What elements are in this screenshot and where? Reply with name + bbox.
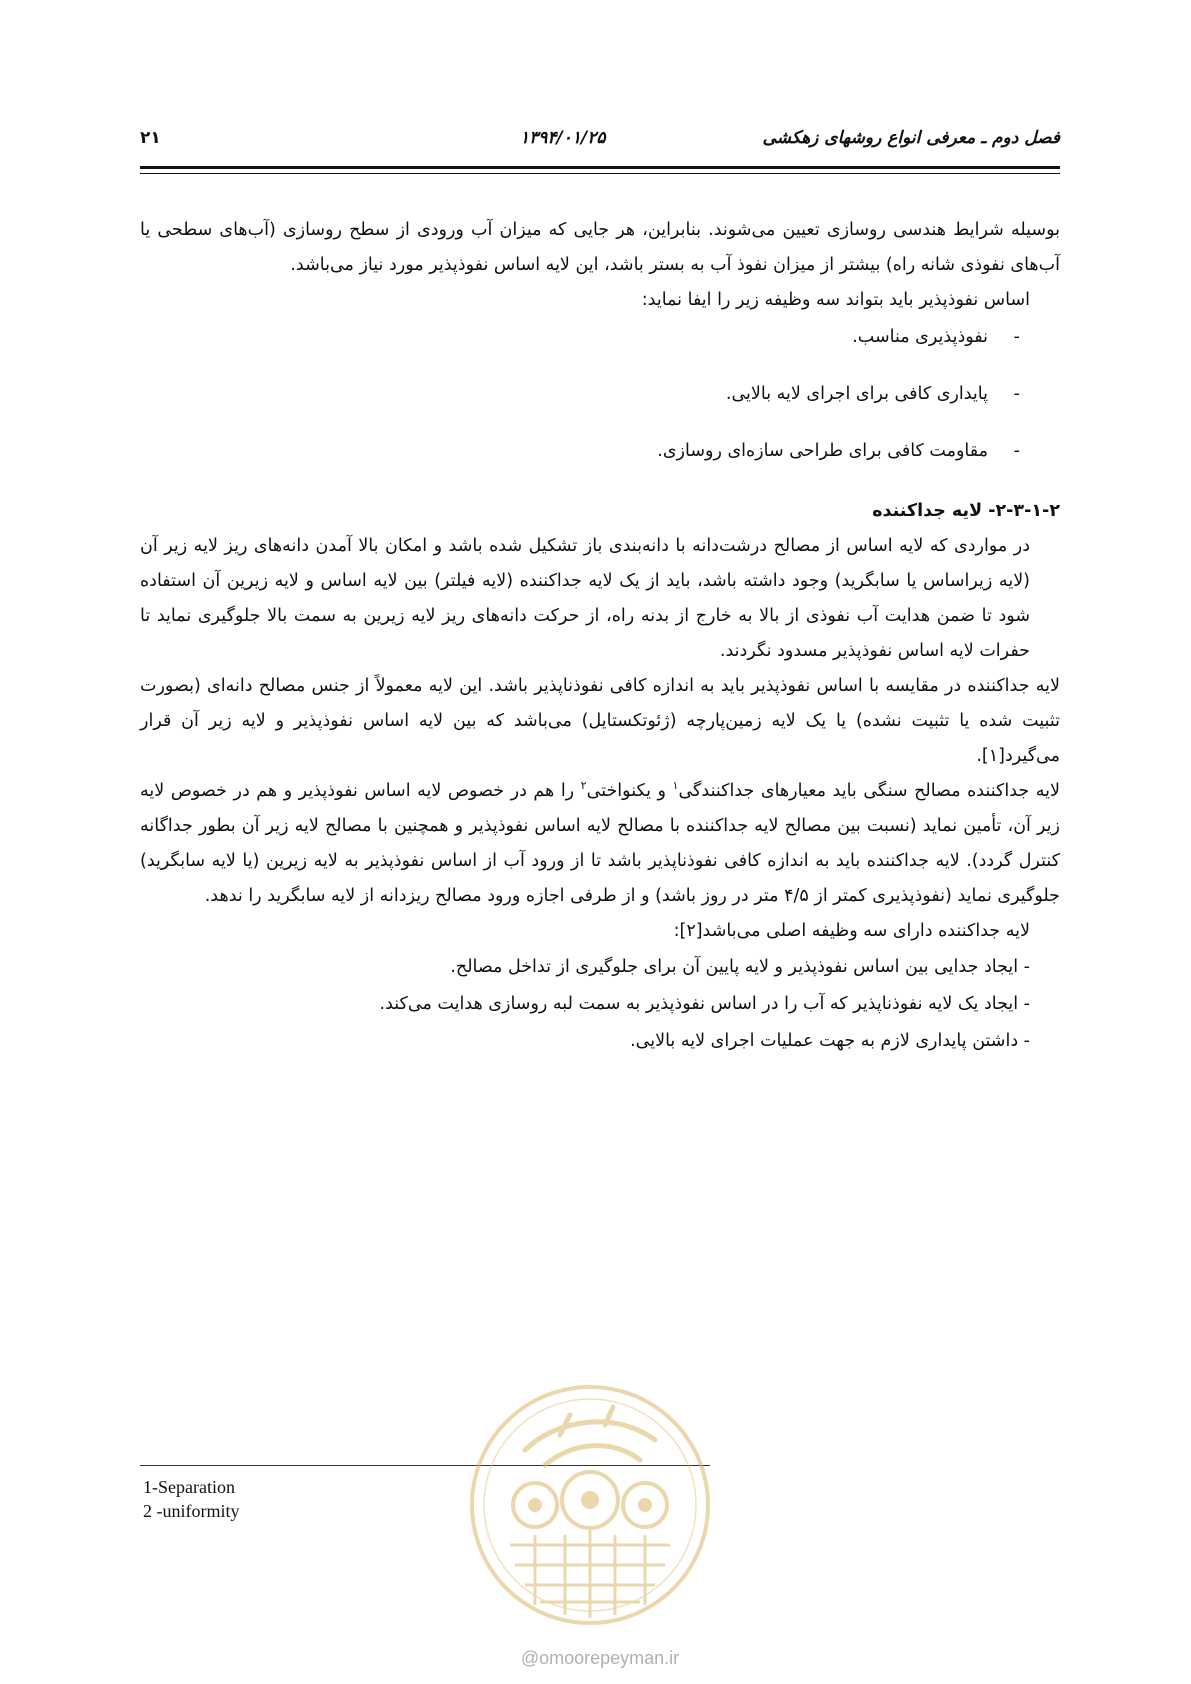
list-item: - ایجاد جدایی بین اساس نفوذپذیر و لایه پایین آن برای جلوگیری از تداخل مصالح.: [450, 957, 1030, 977]
footnote-2: 2 -uniformity: [143, 1501, 240, 1521]
section-paragraph-4: لایه جداکننده دارای سه وظیفه اصلی می‌باشد[۲]:: [673, 921, 1030, 941]
list-item: -مقاومت کافی برای طراحی سازه‌ای روسازی.: [140, 436, 1020, 466]
page-number: ۲۱: [140, 128, 161, 148]
section-paragraph-3: لایه جداکننده مصالح سنگی باید معیارهای جداکنندگی$^۱$ و یکنواختی$^۲$ را هم در خصوص لایه اساس نفوذپذیر و هم در خصوص لایه زیر آن، تأمین نماید (نسبت بین مصالح لایه جداکننده با مصالح لایه اساس نفوذپذیر و همچنین با مصالح لایه زیر آن بطور جداگانه کنترل گردد). لایه جداکننده باید به اندازه کافی نفوذناپذیر باشد تا از ورود آب از اساس نفوذپذیر به لایه زیرین (یا لایه سابگرید) جلوگیری نماید (نفوذپذیری کمتر از ۴/۵ متر در روز باشد) و از طرفی اجازه ورود مصالح ریزدانه از لایه سابگرید را ندهد.: [140, 779, 1061, 906]
function-list: [140, 949, 1060, 1060]
footnote-ref-1[interactable]: ۱: [672, 779, 679, 793]
header-rule-thin: [140, 173, 1060, 174]
requirement-list: [140, 322, 1060, 466]
intro-subline: اساس نفوذپذیر باید بتواند سه وظیفه زیر را ایفا نماید:: [641, 290, 1030, 310]
footnote-1: 1-Separation: [143, 1477, 235, 1497]
intro-paragraph: بوسیله شرایط هندسی روسازی تعیین می‌شوند. بنابراین، هر جایی که میزان آب ورودی از سطح روسازی (آب‌های سطحی یا آب‌های نفوذی شانه راه) بیشتر از میزان نفوذ آب به بستر باشد، این لایه اساس نفوذپذیر مورد نیاز می‌باشد.: [140, 220, 1060, 275]
watermark-logo-icon: [465, 1380, 715, 1630]
list-item: - داشتن پایداری لازم به جهت عملیات اجرای لایه بالایی.: [630, 1031, 1030, 1051]
section-paragraph-1: در مواردی که لایه اساس از مصالح درشت‌دانه با دانه‌بندی باز تشکیل شده باشد و امکان بالا آمدن دانه‌های ریز لایه زیر آن (لایه زیراساس یا سابگرید) وجود داشته باشد، باید از یک لایه جداکننده (لایه فیلتر) بین لایه اساس و لایه زیرین آن استفاده شود تا ضمن هدایت آب نفوذی از بالا به خارج از بدنه راه، از حرکت دانه‌های ریز لایه زیرین به سمت بالا جلوگیری نماید تا حفرات لایه اساس نفوذپذیر مسدود نگردند.: [140, 536, 1030, 661]
bullet-marker: -: [1013, 384, 1020, 404]
list-item: -نفوذپذیری مناسب.: [140, 322, 1020, 352]
list-item: -پایداری کافی برای اجرای لایه بالایی.: [140, 379, 1020, 409]
page-header: [140, 128, 1060, 158]
chapter-title: فصل دوم ـ معرفی انواع روشهای زهکشی: [762, 128, 1060, 148]
bullet-marker: -: [1013, 327, 1020, 347]
footnote-ref-2[interactable]: ۲: [580, 779, 587, 793]
section-heading: ۲-۳-۱-۲- لایه جداکننده: [872, 501, 1060, 521]
section-paragraph-2: لایه جداکننده در مقایسه با اساس نفوذپذیر باید به اندازه کافی نفوذناپذیر باشد. این لایه معمولاً از جنس مصالح دانه‌ای (بصورت تثبیت شده یا تثبیت نشده) یا یک لایه زمین‌پارچه (ژئوتکستایل) می‌باشد که بین لایه اساس نفوذپذیر و لایه زیر آن قرار می‌گیرد[۱].: [140, 676, 1060, 766]
bullet-marker: -: [1013, 441, 1020, 461]
footnotes: [143, 1475, 240, 1523]
list-item: - ایجاد یک لایه نفوذناپذیر که آب را در اساس نفوذپذیر به سمت لبه روسازی هدایت می‌کند.: [379, 994, 1030, 1014]
watermark-url: @omoorepeyman.ir: [520, 1648, 680, 1668]
header-date: ۱۳۹۴/۰۱/۲۵: [520, 128, 606, 148]
header-rule-thick: [140, 166, 1060, 169]
body-text: [140, 213, 1060, 1060]
